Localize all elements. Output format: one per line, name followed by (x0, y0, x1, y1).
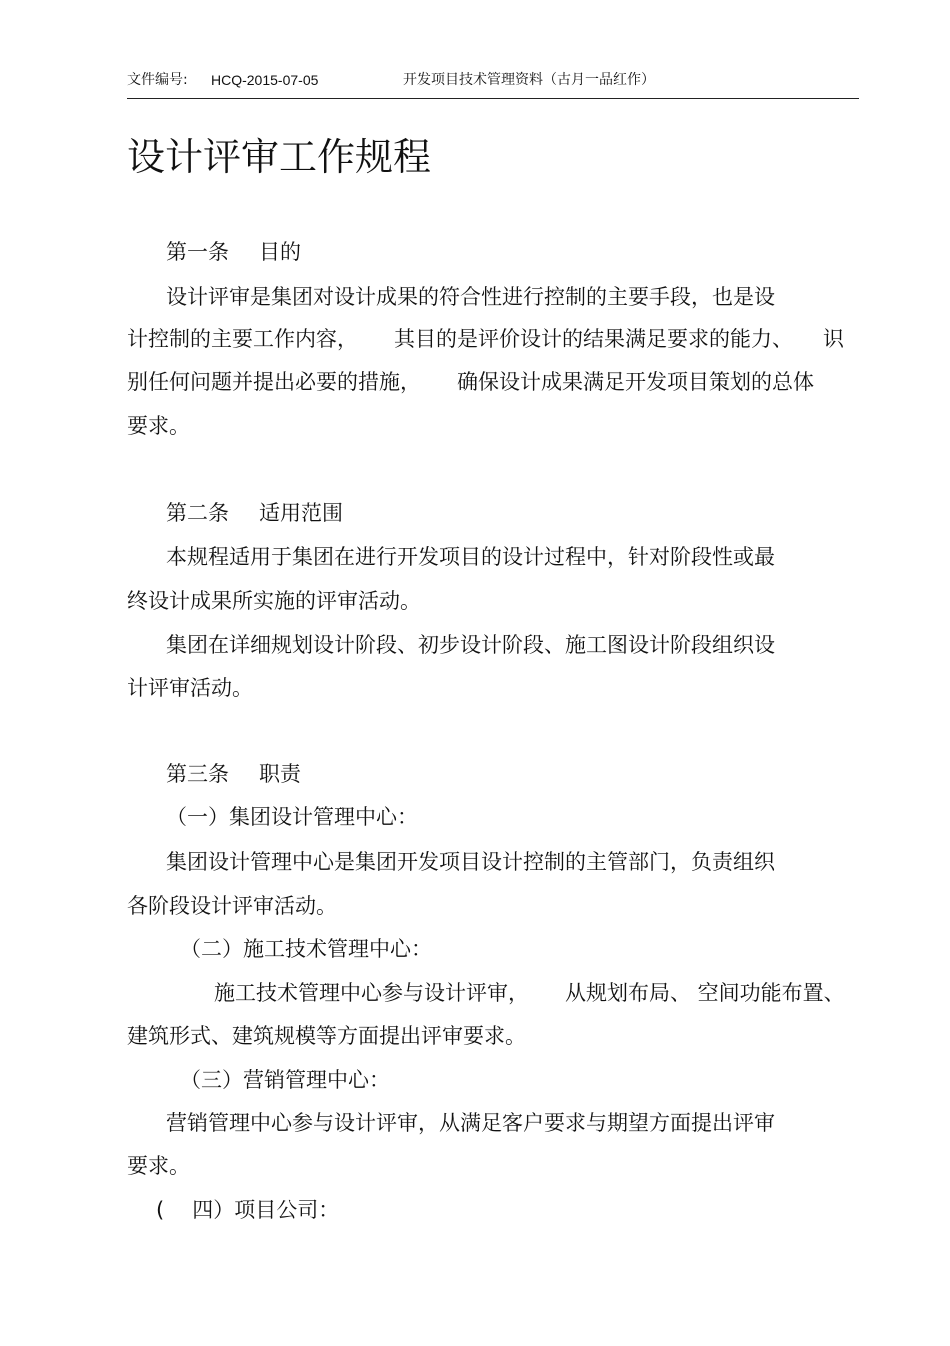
paragraph-line: 营销管理中心参与设计评审，从满足客户要求与期望方面提出评审 (166, 1111, 775, 1135)
text-run: 从规划布局、 空间功能布置、 (565, 981, 845, 1005)
section-number: 第三条 (166, 762, 229, 786)
file-number: HCQ-2015-07-05 (211, 72, 319, 88)
section-number: 第一条 (166, 240, 229, 264)
paragraph-line: 终设计成果所实施的评审活动。 (127, 589, 421, 613)
text-run: 别任何问题并提出必要的措施， (127, 370, 421, 394)
file-number-label: 文件编号: (127, 72, 188, 88)
paragraph-line: 建筑形式、建筑规模等方面提出评审要求。 (127, 1024, 526, 1048)
text-run: ( (156, 1198, 165, 1222)
paragraph-line (127, 367, 867, 397)
paragraph-line: 要求。 (127, 414, 190, 438)
text-run: 确保设计成果满足开发项目策划的总体 (457, 370, 814, 394)
section-heading-1 (166, 237, 906, 267)
text-run: 四）项目公司： (192, 1198, 340, 1222)
paragraph-line: 各阶段设计评审活动。 (127, 894, 337, 918)
text-run: 施工技术管理中心参与设计评审， (214, 981, 529, 1005)
paragraph-line: 设计评审是集团对设计成果的符合性进行控制的主要手段，也是设 (166, 285, 775, 309)
subsection-heading (156, 1195, 896, 1225)
paragraph-line: 集团设计管理中心是集团开发项目设计控制的主管部门，负责组织 (166, 850, 775, 874)
section-title: 适用范围 (259, 501, 343, 525)
paragraph-line (214, 978, 950, 1008)
paragraph-line: 要求。 (127, 1154, 190, 1178)
subsection-heading: （三）营销管理中心： (180, 1068, 390, 1092)
paragraph-line (127, 324, 867, 354)
paragraph-line: 计评审活动。 (127, 676, 253, 700)
document-collection-title: 开发项目技术管理资料（古月一品红作） (403, 72, 655, 88)
document-title: 设计评审工作规程 (127, 135, 432, 179)
section-heading-3 (166, 759, 906, 789)
paragraph-line: 本规程适用于集团在进行开发项目的设计过程中，针对阶段性或最 (166, 545, 775, 569)
text-run: 计控制的主要工作内容， (127, 327, 358, 351)
text-run: 其目的是评价设计的结果满足要求的能力、 (394, 327, 793, 351)
section-heading-2 (166, 498, 906, 528)
section-number: 第二条 (166, 501, 229, 525)
paragraph-line: 集团在详细规划设计阶段、初步设计阶段、施工图设计阶段组织设 (166, 633, 775, 657)
subsection-heading: （一）集团设计管理中心： (166, 805, 418, 829)
subsection-heading: （二）施工技术管理中心： (180, 937, 432, 961)
section-title: 目的 (259, 240, 301, 264)
page-header (127, 70, 859, 99)
section-title: 职责 (259, 762, 301, 786)
text-run: 识 (823, 327, 844, 351)
